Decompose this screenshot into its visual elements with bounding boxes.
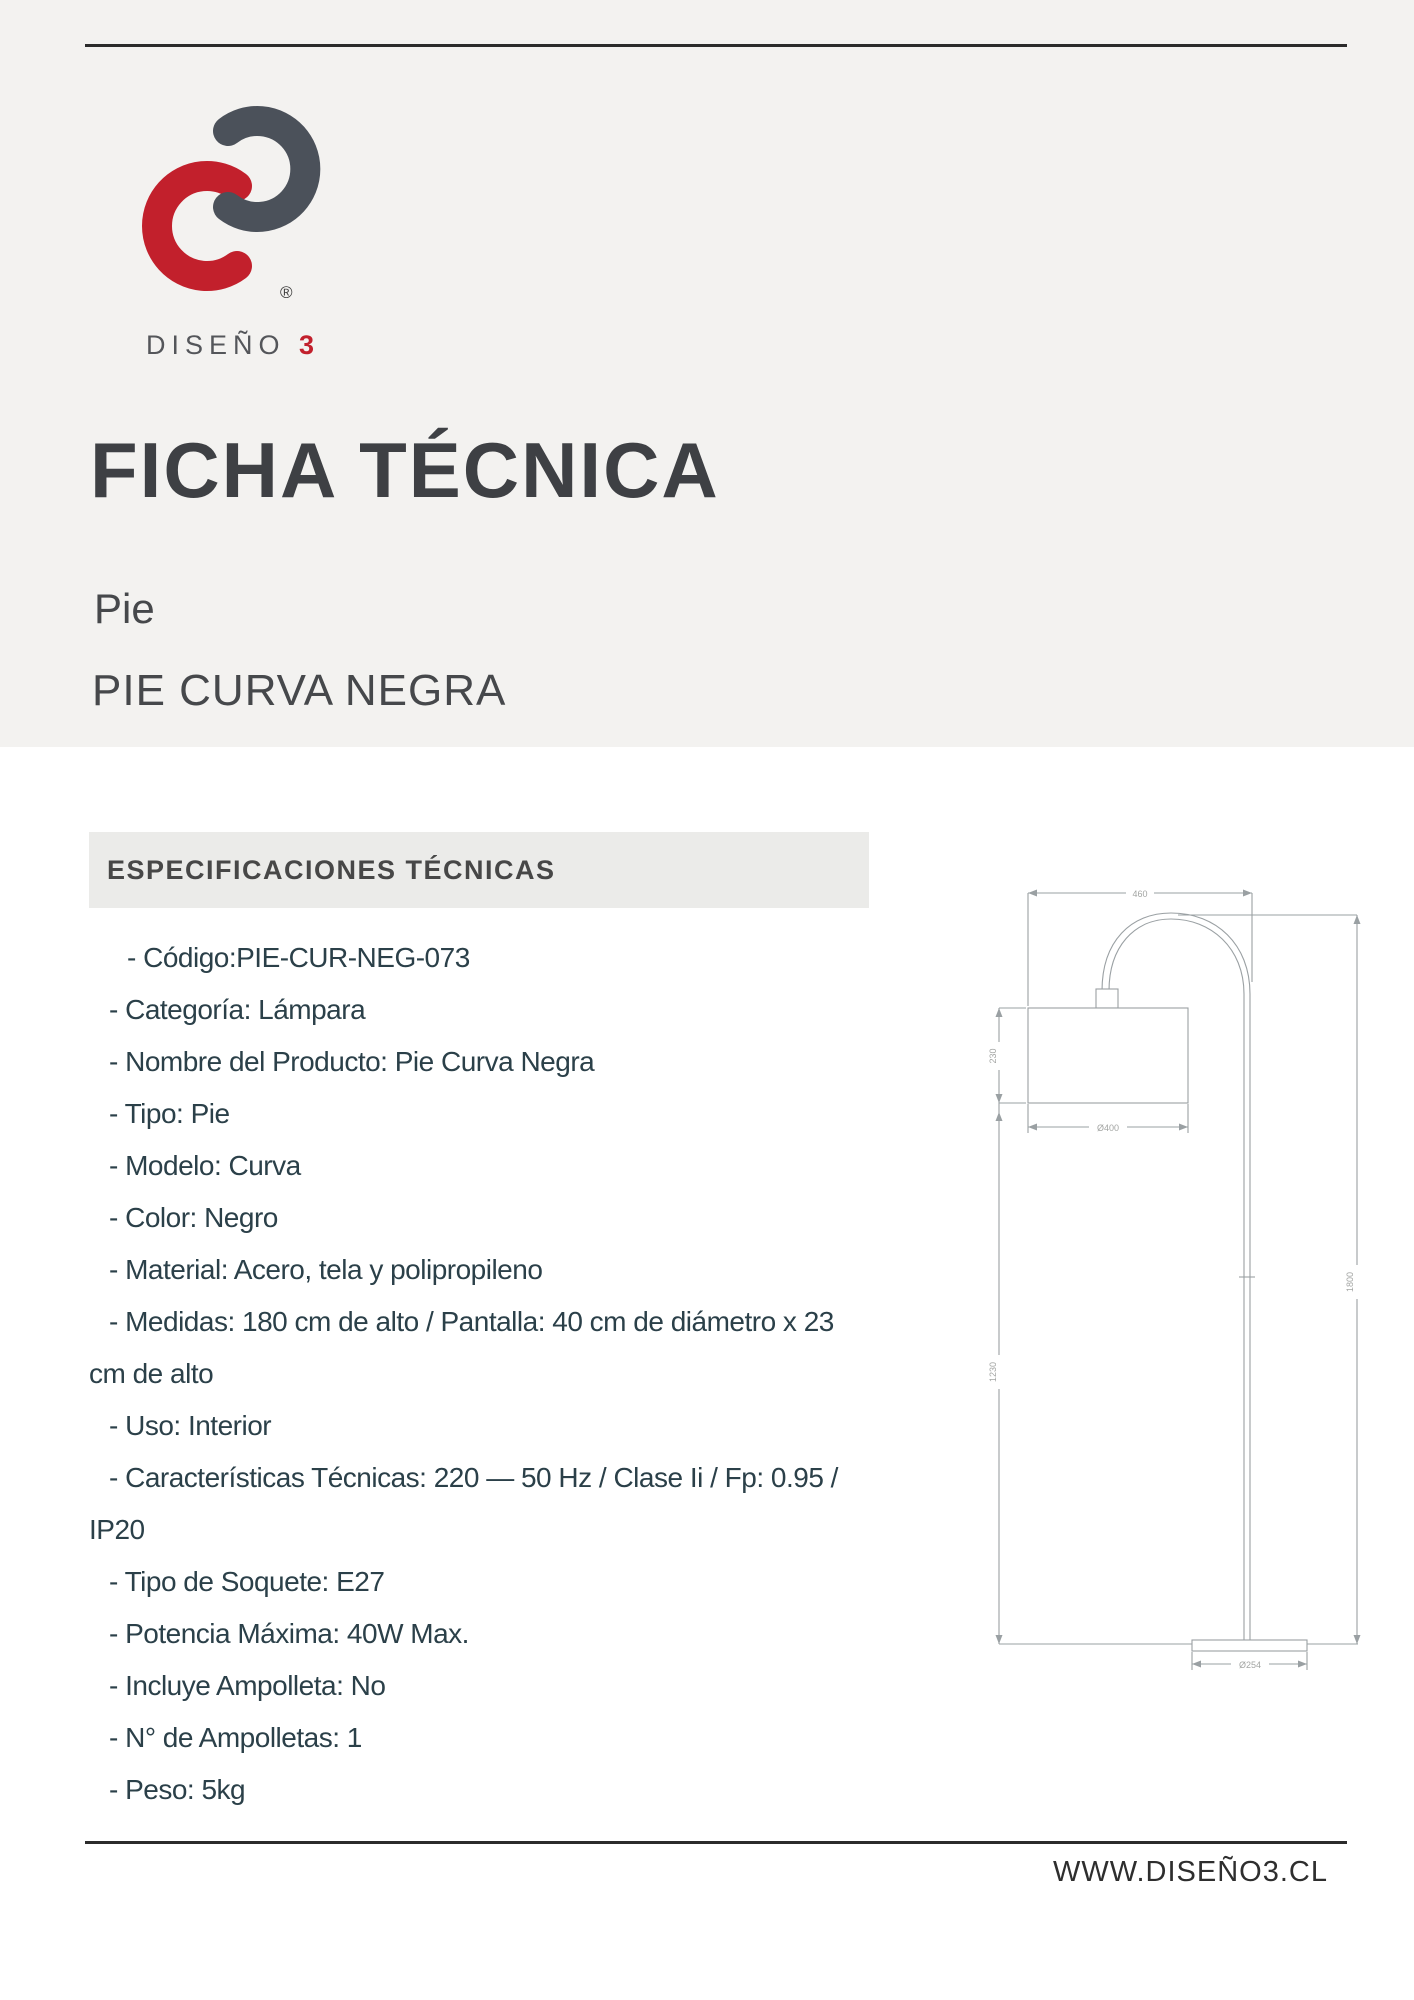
spec-line: - Características Técnicas: 220 — 50 Hz / Clase Ii / Fp: 0.95 /	[109, 1462, 838, 1493]
spec-section-title: ESPECIFICACIONES TÉCNICAS	[107, 855, 556, 885]
lamp-technical-drawing	[950, 860, 1414, 1680]
product-category: Pie	[94, 585, 155, 632]
dim-shade-diameter-label: Ø400	[1096, 1123, 1120, 1133]
spec-line: - Material: Acero, tela y polipropileno	[109, 1254, 543, 1285]
spec-line: - Tipo: Pie	[109, 1098, 230, 1129]
brand-name-number: 3	[299, 330, 321, 360]
dim-base-diameter-label: Ø254	[1238, 1660, 1262, 1670]
spec-line: - Incluye Ampolleta: No	[109, 1670, 386, 1701]
spec-line: - Medidas: 180 cm de alto / Pantalla: 40 cm de diámetro x 23	[109, 1306, 834, 1337]
drawing-lines	[999, 893, 1358, 1670]
lamp-socket	[1096, 989, 1118, 1008]
spec-line: - Potencia Máxima: 40W Max.	[109, 1618, 469, 1649]
dim-top-width-label: 460	[1132, 889, 1148, 899]
lamp-base	[1192, 1640, 1307, 1651]
spec-line: - Peso: 5kg	[109, 1774, 246, 1805]
dim-lower-height-label: 1230	[988, 1361, 998, 1383]
spec-line: - Categoría: Lámpara	[109, 994, 366, 1025]
spec-line: cm de alto	[89, 1358, 214, 1389]
spec-section-header-bar	[89, 832, 869, 908]
spec-line: - Color: Negro	[109, 1202, 278, 1233]
product-name: PIE CURVA NEGRA	[92, 666, 507, 715]
footer-rule	[85, 1841, 1347, 1844]
lamp-shade	[1028, 1008, 1188, 1103]
spec-line: - N° de Ampolletas: 1	[109, 1722, 362, 1753]
diseno3-logo-icon	[112, 98, 332, 308]
spec-list	[89, 932, 1009, 1816]
spec-line: - Modelo: Curva	[109, 1150, 301, 1181]
logo-red-arc	[157, 176, 237, 276]
logo-gray-arc	[228, 121, 305, 217]
dimension-arrows	[996, 890, 1361, 1668]
brand-name-prefix: DISEÑO	[146, 330, 300, 360]
registered-mark: ®	[280, 283, 293, 302]
dimension-labels	[988, 888, 1358, 1670]
brand-name	[146, 330, 320, 361]
dim-total-height-label: 1800	[1345, 1271, 1355, 1293]
page-title: FICHA TÉCNICA	[90, 426, 720, 514]
website-url: WWW.DISEÑO3.CL	[1052, 1856, 1328, 1888]
spec-line: - Nombre del Producto: Pie Curva Negra	[109, 1046, 595, 1077]
spec-line: - Código:PIE-CUR-NEG-073	[127, 942, 470, 973]
spec-line: IP20	[89, 1514, 145, 1545]
spec-line: - Uso: Interior	[109, 1410, 272, 1441]
spec-line: - Tipo de Soquete: E27	[109, 1566, 385, 1597]
top-rule	[85, 44, 1347, 47]
dim-shade-height-label: 230	[988, 1048, 998, 1064]
